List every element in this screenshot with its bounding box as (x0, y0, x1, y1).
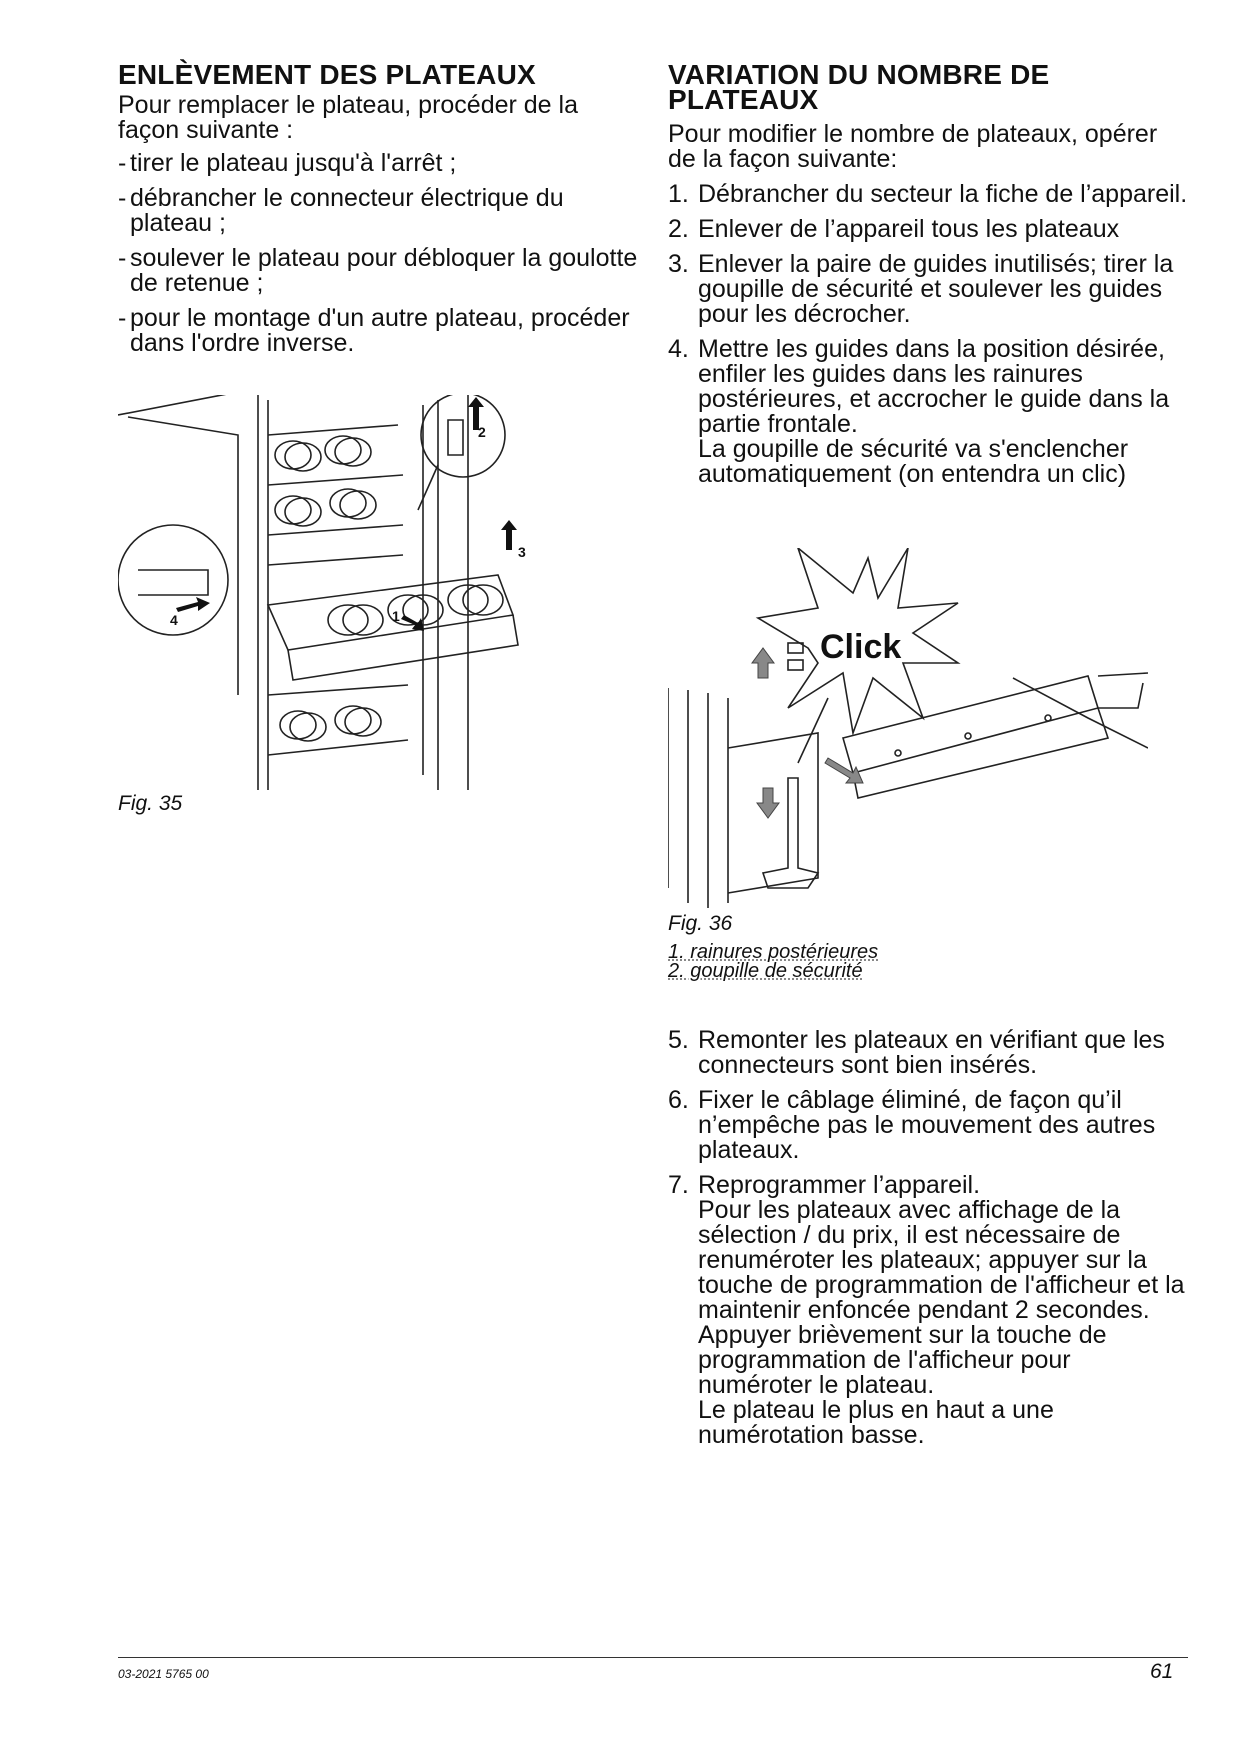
step-text: Enlever de l’appareil tous les plateaux (698, 215, 1120, 243)
callout-2: 2 (478, 424, 486, 440)
step-number: 5. (668, 1026, 689, 1054)
step-text: Mettre les guides dans la position désirée, enfiler les guides dans les rainures postérieures, et accrocher le guide dans la partie frontale. (698, 335, 1170, 438)
step-text: Reprogrammer l’appareil. (698, 1171, 981, 1199)
step-extra-text: La goupille de sécurité va s'enclencher automatiquement (on entendra un clic) (698, 435, 1129, 488)
step-extra-text: Pour les plateaux avec affichage de la sélection / du prix, il est nécessaire de renuméroter les plateaux; appuyer sur la touche de programmation de l'afficheur et la maintenir enfoncée pendant 2 secondes. (698, 1196, 1185, 1324)
list-item (668, 1173, 1188, 1448)
list-item: - soulever le plateau pour débloquer la goulotte de retenue ; (118, 246, 638, 296)
legend-item: 2. goupille de sécurité (668, 960, 863, 982)
right-column-continued (668, 1018, 1188, 1458)
list-item (668, 182, 1188, 207)
document-code: 03-2021 5765 00 (118, 1667, 209, 1681)
page-number: 61 (1150, 1660, 1174, 1683)
list-item: - tirer le plateau jusqu'à l'arrêt ; (118, 151, 638, 176)
variation-steps-list-continued (668, 1028, 1188, 1448)
step-text: Fixer le câblage éliminé, de façon qu’il n’empêche pas le mouvement des autres plateaux. (698, 1086, 1156, 1164)
step-number: 3. (668, 250, 689, 278)
list-item (668, 217, 1188, 242)
removal-intro: Pour remplacer le plateau, procéder de la façon suivante : (118, 91, 578, 144)
list-item (668, 1028, 1188, 1078)
step-number: 2. (668, 215, 689, 243)
list-item (668, 252, 1188, 327)
callout-1: 1 (392, 608, 400, 624)
figure-35-caption: Fig. 35 (118, 792, 183, 815)
click-label: Click (820, 628, 902, 666)
list-item (668, 1088, 1188, 1163)
left-column (118, 59, 638, 366)
step-text: Débrancher du secteur la fiche de l’appareil. (698, 180, 1188, 208)
step-number: 4. (668, 335, 689, 363)
tray-removal-illustration (118, 395, 588, 790)
right-column (668, 59, 1188, 497)
list-item: - débrancher le connecteur électrique du plateau ; (118, 186, 638, 236)
figure-36-legend (668, 943, 878, 981)
callout-4: 4 (170, 612, 178, 628)
step-number: 7. (668, 1171, 689, 1199)
step-extra-text: Appuyer brièvement sur la touche de programmation de l'afficheur pour numéroter le plateau. (698, 1321, 1107, 1399)
section-title-removal: ENLÈVEMENT DES PLATEAUX (118, 59, 536, 90)
guide-click-illustration (668, 548, 1148, 908)
step-number: 6. (668, 1086, 689, 1114)
list-item (668, 337, 1188, 487)
step-text: Remonter les plateaux en vérifiant que les connecteurs sont bien insérés. (698, 1026, 1165, 1079)
removal-steps-list (118, 151, 638, 356)
variation-intro: Pour modifier le nombre de plateaux, opérer de la façon suivante: (668, 120, 1158, 173)
callout-3: 3 (518, 544, 526, 560)
step-extra-text: Le plateau le plus en haut a une numérotation basse. (698, 1396, 1054, 1449)
step-text: Enlever la paire de guides inutilisés; tirer la goupille de sécurité et soulever les guides pour les décrocher. (698, 250, 1174, 328)
list-item: - pour le montage d'un autre plateau, procéder dans l'ordre inverse. (118, 306, 638, 356)
variation-steps-list (668, 182, 1188, 487)
legend-item: 1. rainures postérieures (668, 941, 879, 963)
step-number: 1. (668, 180, 689, 208)
figure-36-caption: Fig. 36 (668, 912, 733, 935)
section-title-variation: VARIATION DU NOMBRE DE PLATEAUX (668, 59, 1050, 115)
footer-divider (118, 1657, 1188, 1658)
